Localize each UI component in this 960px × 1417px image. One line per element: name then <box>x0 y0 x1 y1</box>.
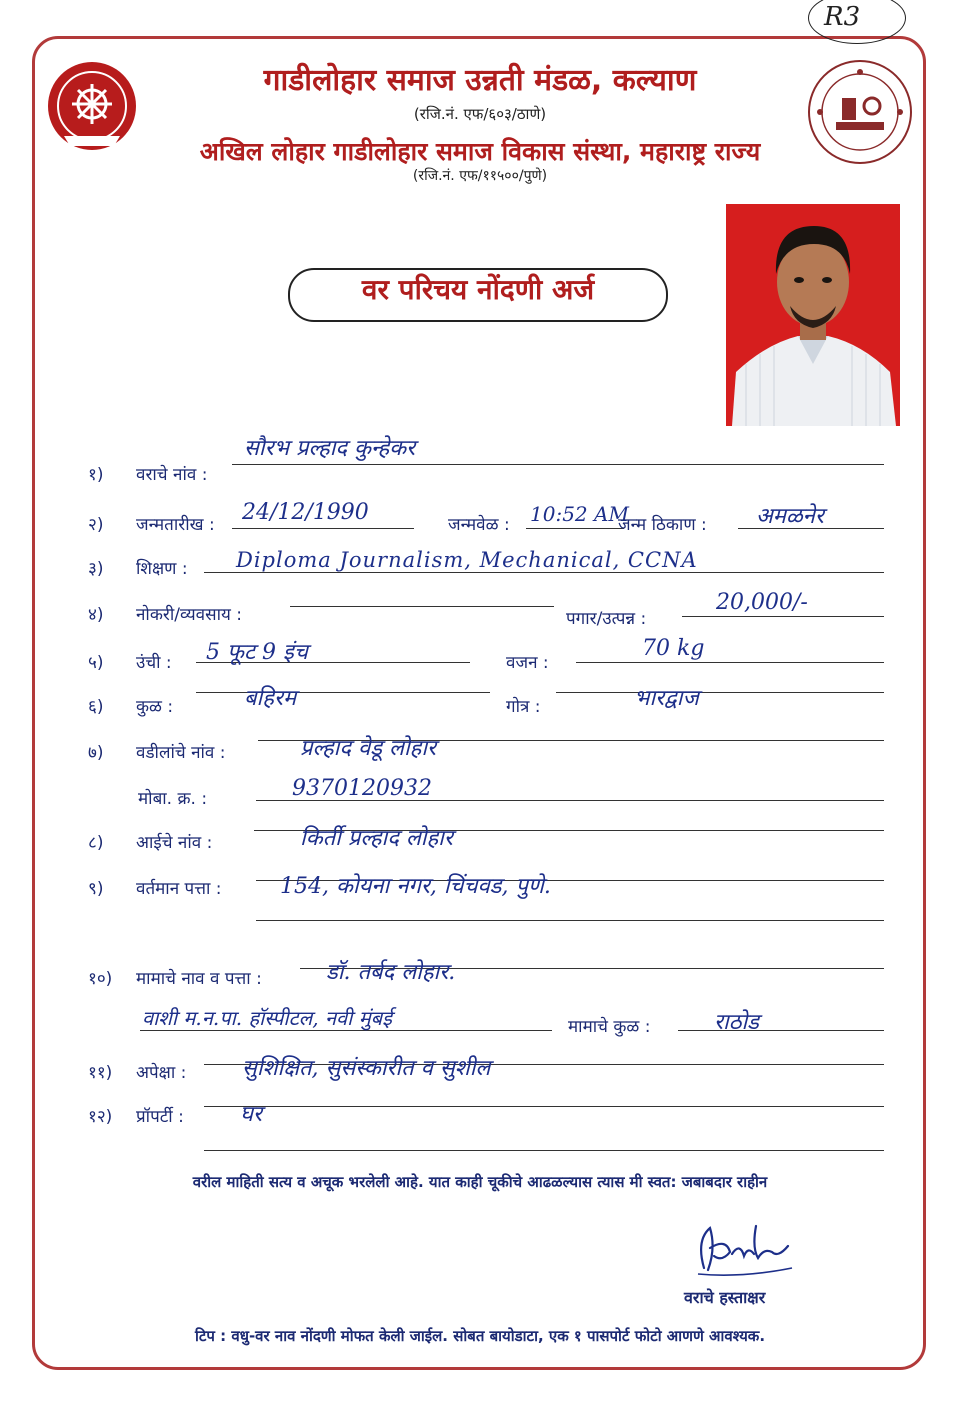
field-11-label: अपेक्षा : <box>136 1063 187 1083</box>
field-6-number: ६) <box>88 697 104 717</box>
uncle-kul-label: मामाचे कुळ : <box>568 1017 651 1037</box>
groom-signature <box>692 1218 802 1282</box>
uncle-name-value[interactable]: डॉ. तर्बद लोहार. <box>326 960 456 985</box>
field-6-label: कुळ : <box>136 697 174 717</box>
birth-time-line <box>526 528 624 529</box>
field-12-label: प्रॉपर्टी : <box>136 1107 184 1127</box>
passport-photo <box>726 204 900 426</box>
field-9-number: ९) <box>88 879 104 899</box>
field-2-label: जन्मतारीख : <box>136 515 215 535</box>
gotra-value[interactable]: भारद्वाज <box>634 686 699 711</box>
father-name-value[interactable]: प्रल्हाद वेडू लोहार <box>300 736 437 761</box>
birth-time-value[interactable]: 10:52 AM <box>530 502 629 526</box>
org-registration: (रजि.नं. एफ/६०३/ठाणे) <box>413 105 547 123</box>
field-2-number: २) <box>88 515 104 535</box>
height-value[interactable]: 5 फूट 9 इंच <box>206 640 308 665</box>
birth-time-label: जन्मवेळ : <box>448 515 510 535</box>
salary-line <box>682 616 884 617</box>
uncle-kul-value[interactable]: राठोड <box>714 1010 759 1035</box>
gotra-line <box>556 692 884 693</box>
mobile-label: मोबा. क्र. : <box>138 789 208 809</box>
signature-label: वराचे हस्ताक्षर <box>684 1288 766 1307</box>
field-6-line <box>196 692 490 693</box>
field-12-number: १२) <box>88 1107 113 1127</box>
field-7-label: वडीलांचे नांव : <box>136 743 226 763</box>
field-2-line <box>232 528 414 529</box>
corner-mark: R3 <box>824 2 861 32</box>
field-7-number: ७) <box>88 743 104 763</box>
field-5-label: उंची : <box>136 653 172 673</box>
uncle-kul-line <box>678 1030 884 1031</box>
birth-place-value[interactable]: अमळनेर <box>756 504 824 529</box>
declaration-text: वरील माहिती सत्य व अचूक भरलेली आहे. यात काही चूकीचे आढळल्यास त्यास मी स्वत: जबाबदार राहीन <box>192 1173 768 1191</box>
address-value[interactable]: 154, कोयना नगर, चिंचवड, पुणे. <box>280 874 551 899</box>
field-4-number: ४) <box>88 605 104 625</box>
weight-value[interactable]: 70 kg <box>642 636 705 661</box>
org2-name: अखिल लोहार गाडीलोहार समाज विकास संस्था, महाराष्ट्र राज्य <box>199 137 761 166</box>
field-1-label: वराचे नांव : <box>136 465 208 485</box>
field-1-line <box>232 464 884 465</box>
birth-place-label: जन्म ठिकाण : <box>618 515 707 535</box>
field-3-line <box>204 572 884 573</box>
org-name: गाडीलोहार समाज उन्नती मंडळ, कल्याण <box>263 63 697 98</box>
field-12-line-2 <box>204 1150 884 1151</box>
field-10-number: १०) <box>88 969 113 989</box>
gotra-label: गोत्र : <box>506 697 541 717</box>
field-3-number: ३) <box>88 559 104 579</box>
groom-name-value[interactable]: सौरभ प्रल्हाद कुन्हेकर <box>244 436 416 461</box>
tip-text: टिप : वधु-वर नाव नोंदणी मोफत केली जाईल. सोबत बायोडाटा, एक १ पासपोर्ट फोटो आणणे आवश्यक. <box>194 1327 766 1345</box>
kul-value[interactable]: बहिरम <box>244 686 297 711</box>
education-value[interactable]: Diploma Journalism, Mechanical, CCNA <box>236 548 698 572</box>
field-1-number: १) <box>88 465 104 485</box>
salary-value[interactable]: 20,000/- <box>716 590 808 615</box>
mobile-value[interactable]: 9370120932 <box>292 776 432 801</box>
field-9-label: वर्तमान पत्ता : <box>136 879 222 899</box>
field-4-line <box>290 606 554 607</box>
field-11-number: ११) <box>88 1063 113 1083</box>
org2-registration: (रजि.नं. एफ/११५००/पुणे) <box>412 168 548 184</box>
weight-line <box>576 662 884 663</box>
expectation-value[interactable]: सुशिक्षित, सुसंस्कारीत व सुशील <box>242 1056 491 1081</box>
field-8-number: ८) <box>88 833 104 853</box>
field-12-line <box>204 1106 884 1107</box>
field-5-number: ५) <box>88 653 104 673</box>
form-title: वर परिचय नोंदणी अर्ज <box>288 268 668 322</box>
field-3-label: शिक्षण : <box>136 559 188 579</box>
salary-label: पगार/उत्पन्न : <box>566 609 647 629</box>
mother-name-value[interactable]: किर्ती प्रल्हाद लोहार <box>300 826 453 851</box>
weight-label: वजन : <box>506 653 549 673</box>
field-10-label: मामाचे नाव व पत्ता : <box>136 969 262 989</box>
uncle-address-value[interactable]: वाशी म.न.पा. हॉस्पीटल, नवी मुंबई <box>142 1006 392 1030</box>
field-9-line-2 <box>256 920 884 921</box>
property-value[interactable]: घर <box>240 1102 263 1127</box>
birth-date-value[interactable]: 24/12/1990 <box>242 500 369 525</box>
field-4-label: नोकरी/व्यवसाय : <box>136 605 242 625</box>
field-8-label: आईचे नांव : <box>136 833 213 853</box>
